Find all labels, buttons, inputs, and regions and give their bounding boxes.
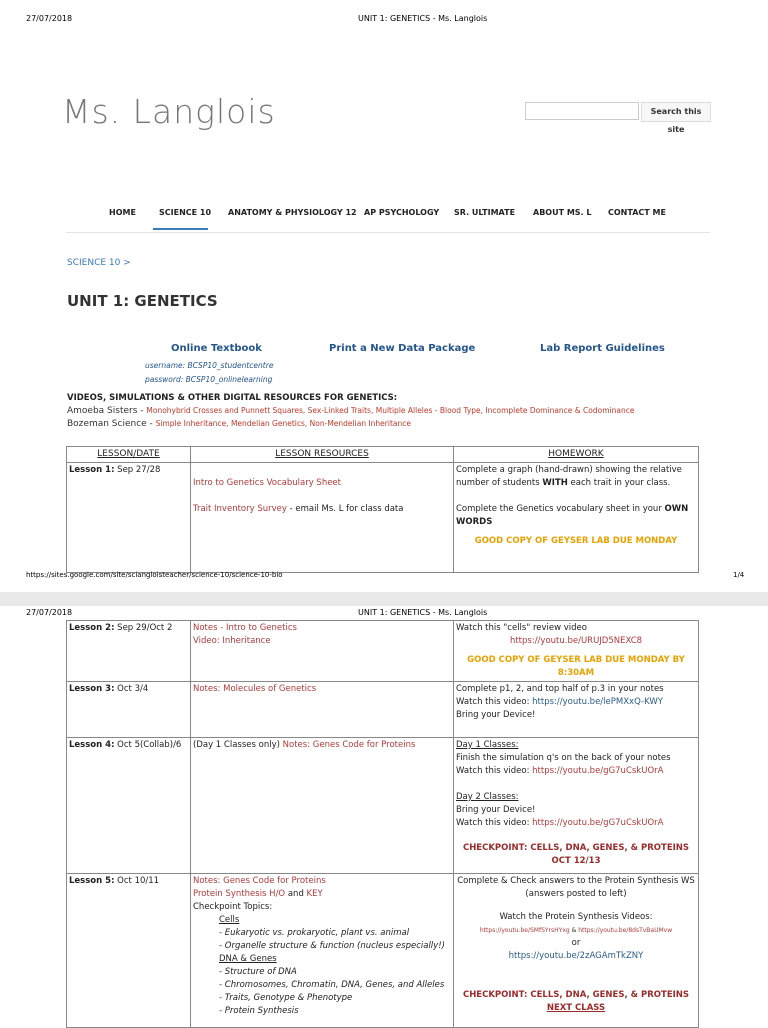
vocab-sheet-link[interactable]: Intro to Genetics Vocabulary Sheet — [193, 478, 341, 488]
print-title-2: UNIT 1: GENETICS - Ms. Langlois — [358, 608, 488, 617]
nav-anatomy[interactable]: ANATOMY & PHYSIOLOGY 12 — [228, 208, 357, 217]
search-input[interactable] — [525, 102, 639, 120]
print-url: https://sites.google.com/site/sciangloisteacher/science-10/science-10-bio — [26, 571, 283, 579]
notes-intro-link[interactable]: Notes - Intro to Genetics — [193, 623, 297, 633]
col-homework: HOMEWORK — [454, 447, 699, 463]
ps-video-link-3[interactable]: https://youtu.be/2zAGAmTkZNY — [508, 951, 644, 961]
table-row: Lesson 5: Oct 10/11 Notes: Genes Code for Proteins Protein Synthesis H/O and KEY Checkpoint Topics: Cells - Eukaryotic vs. prokaryotic, plant vs. animal - Organelle structure & function (nucleus especially!) DNA & Genes - Structure of DNA - Chromosomes, Chromatin, DNA, Genes, and Alleles - Traits, Genotype & Phenotype - Protein Synthesis Complete & Check answers to the Protein Synthesis WS (answers posted to left) Watch the Protein Synthesis Videos: https://youtu.be/SMfSYrsHYxg & https://youtu.be/8dsTvBaUMvw or https://youtu.be/2zAGAmTkZNY CHECKPOINT: CELLS, DNA, GENES, & PROTEINS NEXT CLASS — [67, 874, 699, 1028]
ps-video-link-2[interactable]: https://youtu.be/8dsTvBaUMvw — [578, 927, 673, 934]
ps-video-link-1[interactable]: https://youtu.be/SMfSYrsHYxg — [479, 927, 570, 934]
col-lesson-date: LESSON/DATE — [67, 447, 191, 463]
print-date-2: 27/07/2018 — [26, 608, 73, 617]
day1-video-link[interactable]: https://youtu.be/gG7uCskUOrA — [532, 766, 664, 776]
amoeba-sisters-line: Amoeba Sisters - Monohybrid Crosses and Punnett Squares, Sex-Linked Traits, Multiple Alleles - Blood Type, Incomplete Dominance & Codominance — [67, 406, 635, 416]
online-textbook-link[interactable]: Online Textbook — [171, 343, 262, 354]
key-link[interactable]: KEY — [306, 889, 323, 899]
breadcrumb[interactable]: SCIENCE 10 > — [67, 258, 131, 268]
nav-home[interactable]: HOME — [109, 208, 136, 217]
bozeman-line: Bozeman Science - Simple Inheritance, Mendelian Genetics, Non-Mendelian Inheritance — [67, 419, 411, 429]
notes-molecules-link[interactable]: Notes: Molecules of Genetics — [193, 684, 317, 694]
lessons-table-page1 — [66, 446, 699, 573]
nav-sr-ultimate[interactable]: SR. ULTIMATE — [454, 208, 516, 217]
page-break — [0, 592, 768, 606]
nav-about[interactable]: ABOUT MS. L — [533, 208, 592, 217]
table-row: Lesson 3: Oct 3/4 Notes: Molecules of Genetics Complete p1, 2, and top half of p.3 in your notes Watch this video: https://youtu.be/lePMXxQ-KWY Bring your Device! — [67, 682, 699, 738]
lessons-table-page2 — [66, 620, 699, 1028]
amoeba-links[interactable]: Monohybrid Crosses and Punnett Squares, Sex-Linked Traits, Multiple Alleles - Blood Type, Incomplete Dominance & Codominance — [146, 406, 635, 415]
protein-synthesis-ho-link[interactable]: Protein Synthesis H/O — [193, 889, 286, 899]
textbook-username: username: BCSP10_studentcentre — [145, 361, 274, 370]
print-page: 1/4 — [733, 571, 745, 579]
table-row: Lesson 4: Oct 5(Collab)/6 (Day 1 Classes only) Notes: Genes Code for Proteins Day 1 Classes: Finish the simulation q's on the back of your notes Watch this video: https://youtu.be/gG7uCskUOrA Day 2 Classes: Bring your Device! Watch this video: https://youtu.be/gG7uCskUOrA CHECKPOINT: CELLS, DNA, GENES, & PROTEINS OCT 12/13 — [67, 738, 699, 874]
videos-heading: VIDEOS, SIMULATIONS & OTHER DIGITAL RESOURCES FOR GENETICS: — [67, 393, 398, 403]
nav-contact[interactable]: CONTACT ME — [608, 208, 666, 217]
page-title: UNIT 1: GENETICS — [67, 292, 218, 310]
nav-ap-psychology[interactable]: AP PSYCHOLOGY — [364, 208, 440, 217]
cells-video-link[interactable]: https://youtu.be/URUJD5NEXC8 — [509, 636, 643, 646]
main-nav — [66, 204, 710, 233]
textbook-password: password: BCSP10_onlinelearning — [145, 375, 273, 384]
notes-genes-code-link[interactable]: Notes: Genes Code for Proteins — [193, 876, 326, 886]
bozeman-links[interactable]: Simple Inheritance, Mendelian Genetics, Non-Mendelian Inheritance — [155, 419, 411, 428]
search-button[interactable]: Search this site — [641, 102, 711, 122]
notes-genes-link[interactable]: Notes: Genes Code for Proteins — [282, 740, 416, 750]
table-row: Lesson 2: Sep 29/Oct 2 Notes - Intro to Genetics Video: Inheritance Watch this "cells" review video https://youtu.be/URUJD5NEXC8 GOOD COPY OF GEYSER LAB DUE MONDAY BY 8:30AM — [67, 621, 699, 682]
trait-survey-link[interactable]: Trait Inventory Survey — [193, 504, 287, 514]
data-package-link[interactable]: Print a New Data Package — [329, 343, 476, 354]
lab-guidelines-link[interactable]: Lab Report Guidelines — [540, 343, 665, 354]
day2-video-link[interactable]: https://youtu.be/gG7uCskUOrA — [532, 818, 664, 828]
nav-science-10[interactable]: SCIENCE 10 — [159, 208, 212, 217]
nav-active-indicator — [153, 228, 208, 230]
video-inheritance-link[interactable]: Video: Inheritance — [193, 636, 271, 646]
site-logo[interactable]: Ms. Langlois — [62, 92, 276, 131]
col-lesson-resources: LESSON RESOURCES — [191, 447, 454, 463]
print-title: UNIT 1: GENETICS - Ms. Langlois — [358, 14, 488, 23]
table-row: Lesson 1: Sep 27/28 Intro to Genetics Vocabulary Sheet Trait Inventory Survey - email Ms. L for class data Complete a graph (hand-drawn) showing the relative number of students WITH each trait in your class. Complete the Genetics vocabulary sheet in your OWN WORDS GOOD COPY OF GEYSER LAB DUE MONDAY — [67, 463, 699, 573]
print-date: 27/07/2018 — [26, 14, 73, 23]
molecules-video-link[interactable]: https://youtu.be/lePMXxQ-KWY — [532, 697, 663, 707]
